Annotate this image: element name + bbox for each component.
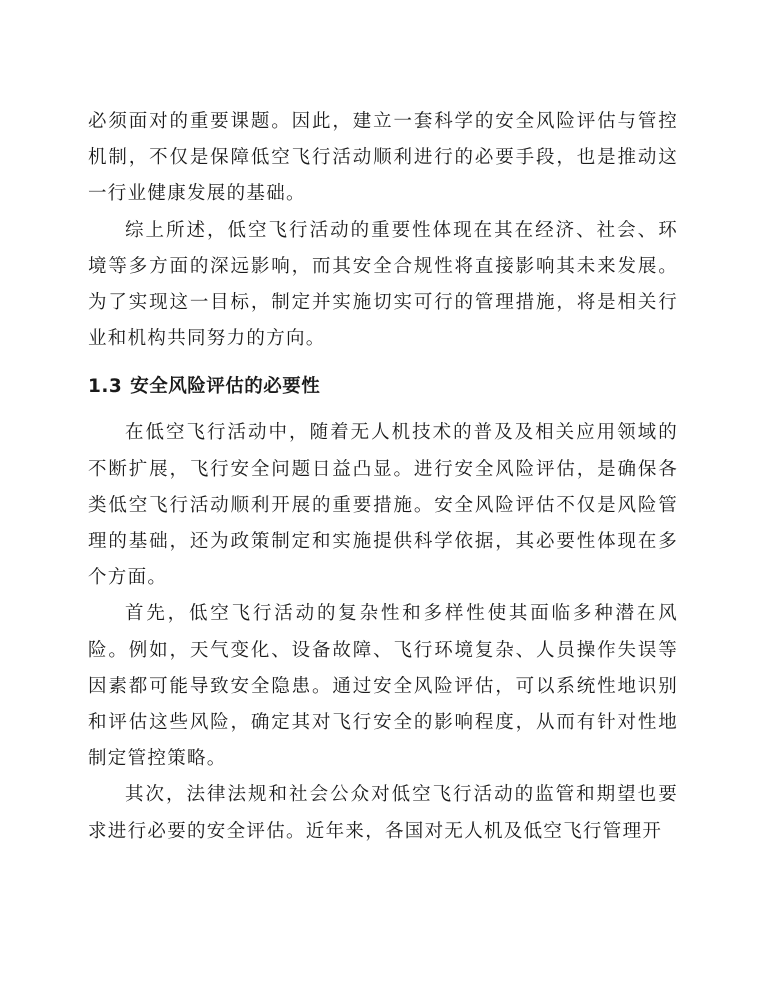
paragraph-4: 首先，低空飞行活动的复杂性和多样性使其面临多种潜在风险。例如，天气变化、设备故障、飞行环境复杂、人员操作失误等因素都可能导致安全隐患。通过安全风险评估，可以系统性地识别和评估这些风险，确定其对飞行安全的影响程度，从而有针对性地制定管控策略。 (88, 603, 678, 770)
section-number: 1.3 (88, 376, 123, 398)
document-body (88, 104, 678, 850)
paragraph-2: 综上所述，低空飞行活动的重要性体现在其在经济、社会、环境等多方面的深远影响，而其安全合规性将直接影响其未来发展。为了实现这一目标，制定并实施切实可行的管理措施，将是相关行业和机构共同努力的方向。 (88, 219, 678, 350)
section-title: 安全风险评估的必要性 (130, 376, 321, 398)
paragraph-1: 必须面对的重要课题。因此，建立一套科学的安全风险评估与管控机制，不仅是保障低空飞行活动顺利进行的必要手段，也是推动这一行业健康发展的基础。 (88, 111, 678, 205)
paragraph-5: 其次，法律法规和社会公众对低空飞行活动的监管和期望也要求进行必要的安全评估。近年来，各国对无人机及低空飞行管理开 (88, 784, 678, 842)
section-heading (88, 369, 678, 405)
paragraph-3: 在低空飞行活动中，随着无人机技术的普及及相关应用领域的不断扩展，飞行安全问题日益凸显。进行安全风险评估，是确保各类低空飞行活动顺利开展的重要措施。安全风险评估不仅是风险管理的基础，还为政策制定和实施提供科学依据，其必要性体现在多个方面。 (88, 422, 678, 589)
